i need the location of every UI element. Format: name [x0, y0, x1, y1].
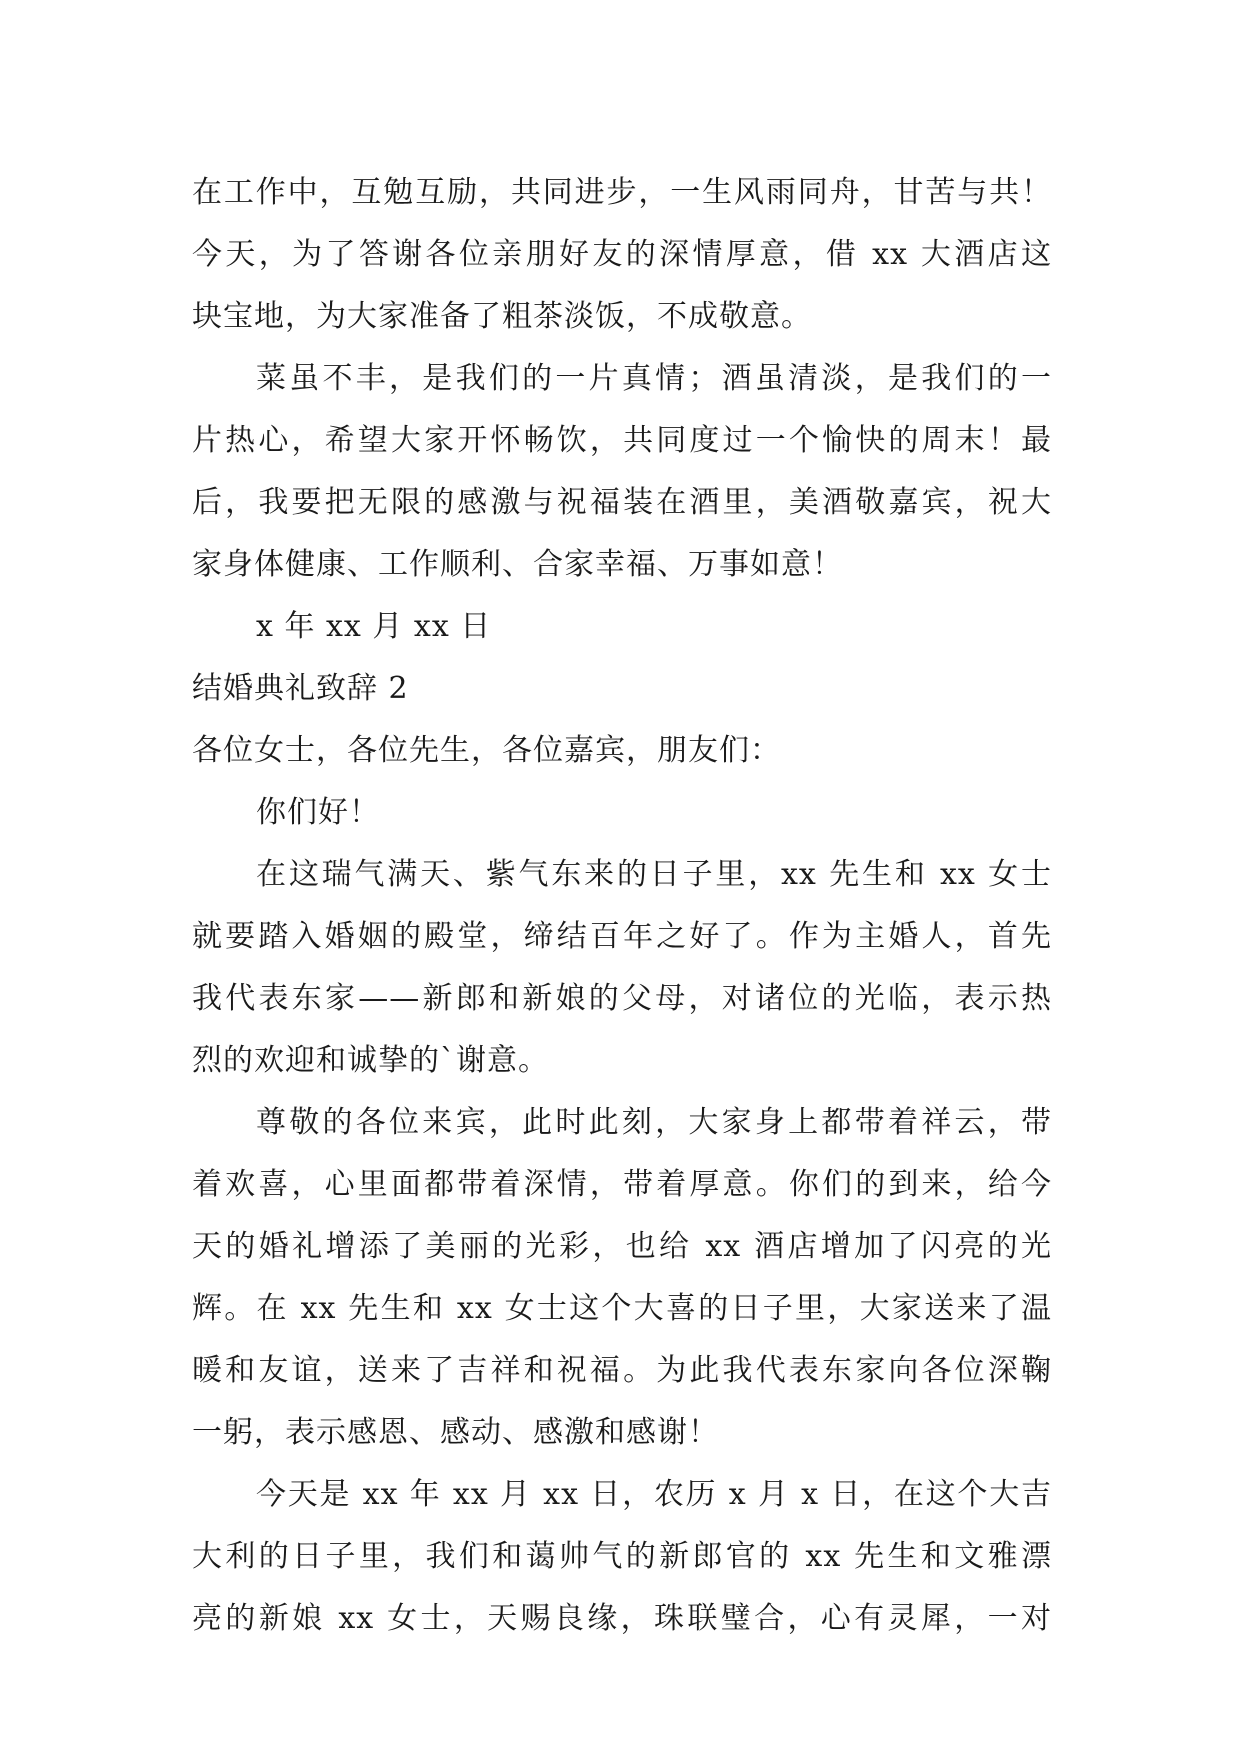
- text-line: 一躬，表示感恩、感动、感激和感谢！: [192, 1415, 719, 1450]
- document-page: [192, 162, 1052, 1650]
- text-line: 菜虽不丰，是我们的一片真情；酒虽清淡，是我们的一: [256, 361, 1052, 396]
- text-line: 今天，为了答谢各位亲朋好友的深情厚意，借 xx 大酒店这: [192, 237, 1052, 272]
- text-line: 在这瑞气满天、紫气东来的日子里，xx 先生和 xx 女士: [256, 857, 1052, 892]
- text-line: 在工作中，互勉互励，共同进步，一生风雨同舟，甘苦与共！: [192, 175, 1052, 210]
- text-line: 就要踏入婚姻的殿堂，缔结百年之好了。作为主婚人，首先: [192, 919, 1052, 954]
- text-line: 辉。在 xx 先生和 xx 女士这个大喜的日子里，大家送来了温: [192, 1291, 1052, 1326]
- text-line: 亮的新娘 xx 女士，天赐良缘，珠联璧合，心有灵犀，一对: [192, 1601, 1052, 1636]
- text-line: 后，我要把无限的感激与祝福装在酒里，美酒敬嘉宾，祝大: [192, 485, 1052, 520]
- greeting: 你们好！: [256, 795, 380, 830]
- text-line: 暖和友谊，送来了吉祥和祝福。为此我代表东家向各位深鞠: [192, 1353, 1052, 1388]
- text-line: 片热心，希望大家开怀畅饮，共同度过一个愉快的周末！最: [192, 423, 1052, 458]
- salutation: 各位女士，各位先生，各位嘉宾，朋友们：: [192, 733, 781, 768]
- text-line: 尊敬的各位来宾，此时此刻，大家身上都带着祥云，带: [256, 1105, 1052, 1140]
- text-line: 天的婚礼增添了美丽的光彩，也给 xx 酒店增加了闪亮的光: [192, 1229, 1052, 1264]
- text-line: 今天是 xx 年 xx 月 xx 日，农历 x 月 x 日，在这个大吉: [256, 1477, 1052, 1512]
- text-line: 我代表东家——新郎和新娘的父母，对诸位的光临，表示热: [192, 981, 1052, 1016]
- text-line: 大利的日子里，我们和蔼帅气的新郎官的 xx 先生和文雅漂: [192, 1539, 1052, 1574]
- text-line: 烈的欢迎和诚挚的`谢意。: [192, 1043, 549, 1078]
- text-line: 家身体健康、工作顺利、合家幸福、万事如意！: [192, 547, 843, 582]
- text-line: 块宝地，为大家准备了粗茶淡饭，不成敬意。: [192, 299, 812, 334]
- section-heading: 结婚典礼致辞 2: [192, 671, 409, 706]
- text-line: 着欢喜，心里面都带着深情，带着厚意。你们的到来，给今: [192, 1167, 1052, 1202]
- date-line: x 年 xx 月 xx 日: [256, 609, 492, 644]
